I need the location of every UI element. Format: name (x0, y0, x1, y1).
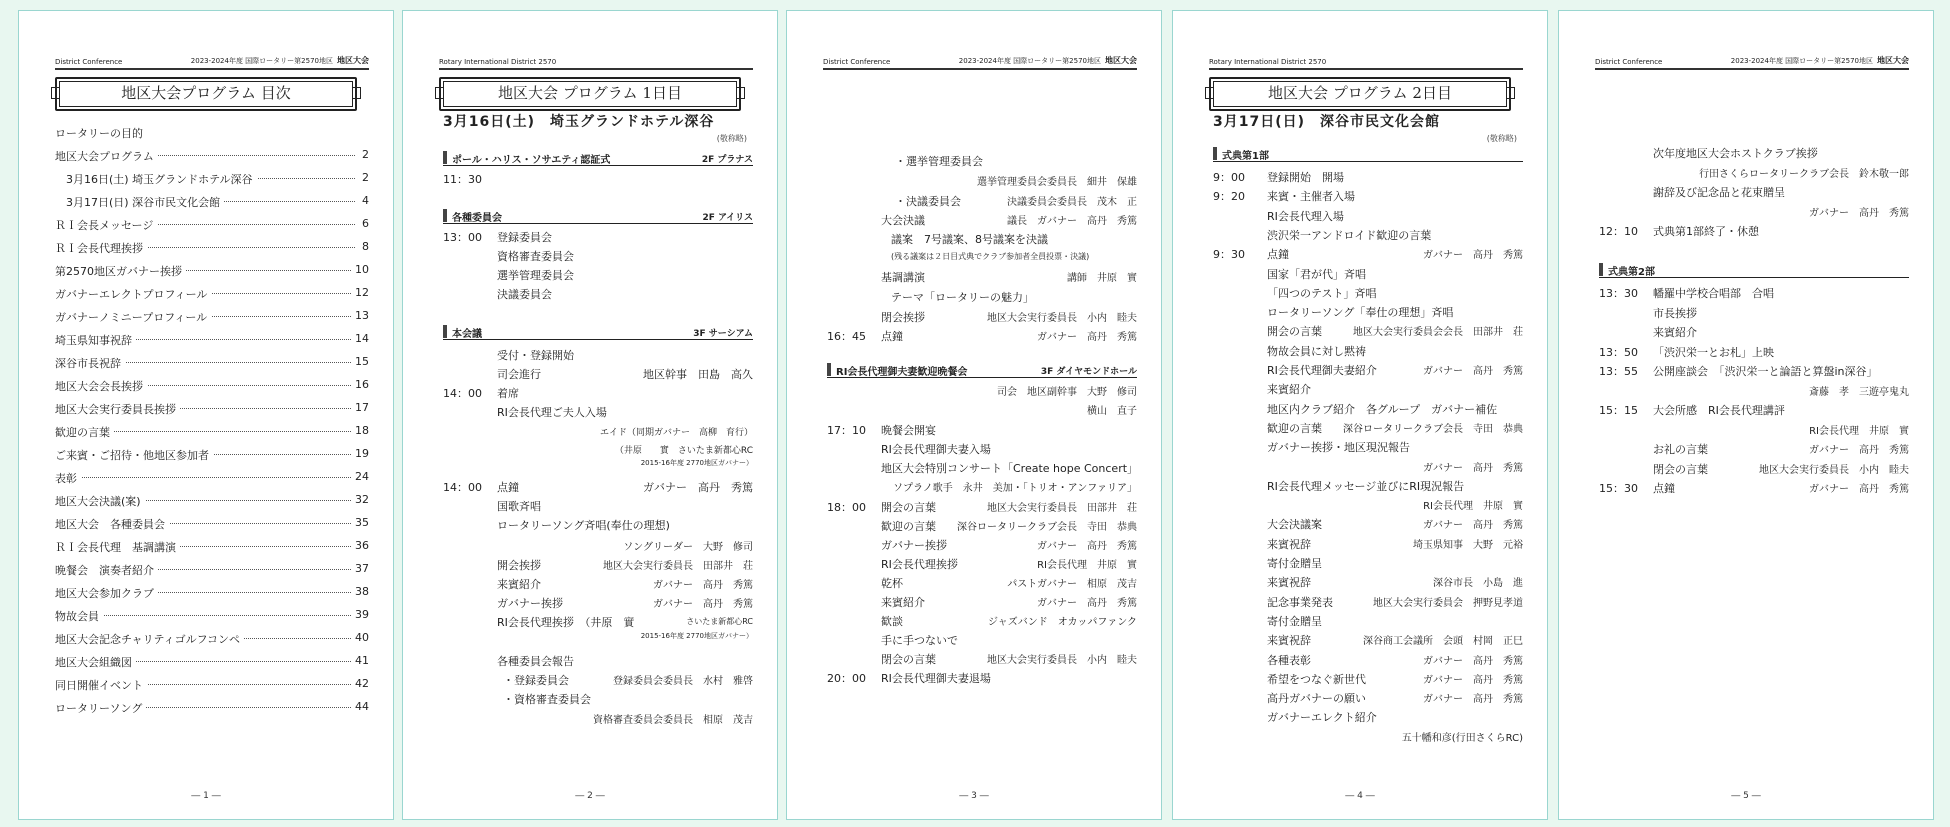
list-item: 晩餐会開宴 (881, 424, 936, 437)
list-item: 渋沢栄一アンドロイド歓迎の言葉 (1267, 228, 1432, 242)
list-item: ・決議委員会 (895, 195, 961, 208)
page-header (1209, 54, 1523, 70)
toc-title: ＲＩ会長代理 基調講演 (55, 541, 180, 554)
toc-title: ＲＩ会長メッセージ (55, 219, 157, 232)
person-credit: RI会長代理 井原 實 (1809, 425, 1909, 437)
toc-page-number: 19 (351, 447, 369, 460)
toc-title: 晩餐会 演奏者紹介 (55, 564, 158, 577)
person-credit: 2015-16年度 2770地区ガバナー） (640, 632, 753, 640)
honorific-note: (敬称略) (716, 134, 747, 143)
list-item: 次年度地区大会ホストクラブ挨拶 (1653, 147, 1818, 160)
list-item: 幡羅中学校合唱部 合唱 (1653, 287, 1774, 300)
list-item: 点鐘 (497, 481, 519, 494)
person-credit: エイド（同期ガバナー 高柳 育行） (599, 428, 753, 438)
person-credit: 選挙管理委員会委員長 細井 保雄 (977, 177, 1137, 188)
person-credit: 地区大会実行委員会会長 田部井 荘 (1353, 327, 1523, 339)
schedule-time: 13：30 (1599, 287, 1638, 300)
person-credit: 登録委員会委員長 水村 雅啓 (613, 676, 753, 687)
list-item: 司会進行 (497, 368, 541, 381)
person-credit: 司会 地区副幹事 大野 修司 (997, 387, 1137, 398)
list-item: 来賓祝辞 (1267, 537, 1311, 551)
list-item: 受付・登録開始 (497, 349, 574, 362)
list-item: 閉会挨拶 (881, 311, 925, 324)
toc-entry (55, 217, 369, 235)
list-item: 開会の言葉 (881, 501, 936, 514)
list-item: ガバナー挨拶・地区現況報告 (1267, 441, 1410, 455)
toc-title: ご来賓・ご招待・他地区参加者 (55, 449, 213, 462)
person-credit: 地区幹事 田島 高久 (643, 368, 753, 381)
list-item: 物故会員に対し黙祷 (1267, 344, 1366, 358)
toc-title: 地区大会 各種委員会 (55, 518, 169, 531)
header-left: District Conference (1595, 58, 1663, 66)
list-item: 決議委員会 (497, 288, 552, 301)
toc-title: ＲＩ会長代理挨拶 (55, 242, 147, 255)
person-credit: 講師 井原 實 (1067, 273, 1137, 284)
schedule-time: 15：15 (1599, 404, 1638, 417)
list-item: 大会決議案 (1267, 518, 1322, 532)
toc-page-number: 40 (351, 631, 369, 644)
schedule-time: 16：45 (827, 330, 866, 343)
list-item: 市長挨拶 (1653, 306, 1697, 320)
list-item: 点鐘 (881, 330, 903, 343)
list-item: 来賓祝辞 (1267, 634, 1311, 648)
person-credit: ガバナー 高丹 秀篤 (653, 580, 753, 591)
list-item: 式典第1部終了・休憩 (1653, 225, 1759, 238)
toc-entry (55, 539, 369, 557)
toc-title: 地区大会参加クラブ (55, 587, 158, 600)
list-item: 来賓紹介 (881, 596, 925, 609)
list-item: 来賓紹介 (497, 578, 541, 591)
header-right-text: 2023-2024年度 国際ロータリー第2570地区 (190, 57, 333, 65)
person-credit: RI会長代理 井原 實 (1037, 560, 1137, 571)
toc-entry (55, 194, 369, 212)
toc-page-number: 42 (351, 677, 369, 690)
header-left: District Conference (823, 58, 891, 66)
person-credit: 五十幡和彦(行田さくらRC) (1401, 732, 1523, 744)
page-header (439, 54, 753, 70)
toc-entry (55, 148, 369, 166)
toc-page-number: 39 (351, 608, 369, 621)
page-number: ― 1 ― (191, 791, 221, 801)
toc-page-number: 32 (351, 493, 369, 506)
toc-page-number: 4 (358, 194, 369, 207)
toc-entry (55, 562, 369, 580)
list-item: ・資格審査委員会 (503, 693, 591, 706)
list-item: 国歌斉唱 (497, 500, 541, 513)
person-credit: ガバナー 高丹 秀篤 (653, 599, 753, 610)
toc-entry (55, 654, 369, 672)
toc-page-number: 14 (351, 332, 369, 345)
toc-title: ガバナーノミニープロフィール (55, 311, 211, 324)
list-item: RI会長代理御夫妻退場 (881, 672, 991, 685)
person-credit: ガバナー 高丹 秀篤 (1037, 598, 1137, 609)
toc-page-number: 17 (351, 401, 369, 414)
person-credit: 資格審査委員会委員長 相原 茂吉 (593, 715, 753, 726)
page-number: ― 3 ― (959, 791, 989, 801)
toc-entry (55, 608, 369, 626)
person-credit: 地区大会実行委員長 田部井 荘 (987, 503, 1137, 514)
page-number: ― 5 ― (1731, 791, 1761, 801)
person-credit: パストガバナー 相原 茂吉 (1007, 579, 1137, 590)
list-item: ガバナー挨拶 (497, 597, 563, 610)
section-header: RI会長代理御夫妻歓迎晩餐会 3F ダイヤモンドホール (827, 363, 1137, 378)
person-credit: 地区大会実行委員長 田部井 荘 (603, 561, 753, 572)
schedule-time: 13：50 (1599, 345, 1638, 359)
list-item: 希望をつなぐ新世代 (1267, 672, 1366, 686)
toc-page-number: 6 (358, 217, 369, 230)
list-item: 公開座談会 「渋沢栄一と論語と算盤in深谷」 (1653, 365, 1878, 378)
person-credit: 深谷商工会議所 会頭 村岡 正巳 (1363, 636, 1523, 648)
toc-page-number: 16 (351, 378, 369, 391)
header-left: Rotary International District 2570 (439, 58, 557, 66)
toc-entry (55, 401, 369, 419)
toc-entry (55, 309, 369, 327)
list-item: 来賓紹介 (1653, 326, 1697, 339)
toc-title: 物故会員 (55, 610, 103, 623)
toc-entry (55, 355, 369, 373)
toc-page-number: 2 (358, 171, 369, 184)
list-item: 謝辞及び記念品と花束贈呈 (1653, 186, 1785, 199)
header-right (191, 55, 369, 66)
person-credit: ガバナー 高丹 秀篤 (1423, 674, 1523, 686)
toc-entry (55, 631, 369, 649)
list-item: お礼の言葉 (1653, 443, 1708, 456)
toc-page-number: 36 (351, 539, 369, 552)
list-item: ・選挙管理委員会 (895, 155, 983, 168)
person-credit: 地区大会実行委員会 押野見孝道 (1373, 597, 1523, 609)
page-title: 地区大会 プログラム 2日目 (1209, 77, 1511, 111)
toc-entry (55, 470, 369, 488)
toc-title: 歓迎の言葉 (55, 426, 114, 439)
list-item: 選挙管理委員会 (497, 269, 574, 282)
page-1 (18, 10, 394, 820)
header-right-text: 2023-2024年度 国際ロータリー第2570地区 (1730, 57, 1873, 65)
person-credit: ガバナー 高丹 秀篤 (1809, 207, 1909, 219)
day-subtitle: 3月16日(土) 埼玉グランドホテル深谷 (443, 114, 715, 130)
list-item: RI会長代理挨拶 (881, 558, 958, 571)
person-credit: ガバナー 高丹 秀篤 (1423, 366, 1523, 377)
person-credit: ガバナー 高丹 秀篤 (1809, 445, 1909, 456)
person-credit: 深谷ロータリークラブ会長 寺田 恭典 (1343, 423, 1523, 435)
list-item: 寄付金贈呈 (1267, 557, 1322, 570)
honorific-note: (敬称略) (1486, 134, 1517, 143)
list-item: 大会決議 (881, 214, 925, 227)
schedule-time: 13：00 (443, 231, 482, 244)
toc-page-number: 13 (351, 309, 369, 322)
toc-page-number: 44 (351, 700, 369, 713)
toc-title: 第2570地区ガバナー挨拶 (55, 265, 186, 278)
toc-title: 地区大会プログラム (55, 150, 158, 163)
schedule-time: 15：30 (1599, 482, 1638, 495)
page-title: 地区大会 プログラム 1日目 (439, 77, 741, 111)
toc-title: 地区大会記念チャリティゴルフコンペ (55, 633, 244, 646)
toc-page-number: 38 (351, 585, 369, 598)
schedule-time: 18：00 (827, 501, 866, 514)
toc-title: 3月16日(土) 埼玉グランドホテル深谷 (55, 173, 257, 186)
person-credit: 議長 ガバナー 高丹 秀篤 (1007, 216, 1137, 227)
list-item: 来賓祝辞 (1267, 576, 1311, 590)
list-item: 点鐘 (1267, 248, 1289, 262)
schedule-time: 9：30 (1213, 248, 1245, 262)
header-left: District Conference (55, 58, 123, 66)
page-number: ― 4 ― (1345, 791, 1375, 801)
list-item: RI会長代理挨拶 （井原 實 (497, 616, 635, 629)
person-credit: ガバナー 高丹 秀篤 (1423, 462, 1523, 474)
person-credit: 地区大会実行委員長 小内 睦夫 (987, 313, 1137, 324)
list-item: (残る議案は２日目式典でクラブ参加者全員投票・決議) (891, 252, 1090, 261)
list-item: 記念事業発表 (1267, 595, 1333, 609)
toc-entry (55, 240, 369, 258)
person-credit: ガバナー 高丹 秀篤 (1037, 541, 1137, 552)
list-item: 地区内クラブ紹介 各グループ ガバナー補佐 (1267, 402, 1498, 416)
header-right (1731, 55, 1909, 66)
toc-page-number: 8 (358, 240, 369, 253)
schedule-time: 9：00 (1213, 171, 1245, 184)
list-item: 歓迎の言葉 (1267, 421, 1322, 435)
list-item: 閉会の言葉 (1653, 462, 1708, 476)
toc-title: 地区大会決議(案) (55, 495, 145, 508)
toc-entry (55, 424, 369, 442)
schedule-time: 20：00 (827, 672, 866, 685)
toc-entry (55, 378, 369, 396)
list-item: RI会長代理御夫妻紹介 (1267, 364, 1377, 377)
list-item: 地区大会特別コンサート「Create hope Concert」 (881, 462, 1139, 475)
person-credit: ガバナー 高丹 秀篤 (1423, 250, 1523, 262)
person-credit: 地区大会実行委員長 小内 睦夫 (1759, 464, 1909, 476)
toc-entry (55, 332, 369, 350)
schedule-time: 12：10 (1599, 225, 1638, 238)
toc-entry (55, 263, 369, 281)
toc-entry (55, 171, 369, 189)
list-item: 手に手つないで (881, 634, 958, 647)
page-number: ― 2 ― (575, 791, 605, 801)
section-header: 各種委員会 2F アイリス (443, 209, 753, 224)
page-5 (1558, 10, 1934, 820)
schedule-time: 11：30 (443, 173, 482, 186)
toc-title: 地区大会会長挨拶 (55, 380, 147, 393)
person-credit: 横山 直子 (1087, 406, 1137, 417)
schedule-time: 14：00 (443, 481, 482, 494)
header-right-bold: 地区大会 (1877, 56, 1909, 65)
header-right (959, 55, 1137, 66)
person-credit: 深谷ロータリークラブ会長 寺田 恭典 (957, 522, 1137, 533)
header-right-text: 2023-2024年度 国際ロータリー第2570地区 (958, 57, 1101, 65)
person-credit: （井原 實 さいたま新都心RC (614, 446, 753, 456)
header-left: Rotary International District 2570 (1209, 58, 1327, 66)
list-item: 歓談 (881, 615, 903, 628)
toc-title: 地区大会実行委員長挨拶 (55, 403, 180, 416)
toc-title: ガバナーエレクトプロフィール (55, 288, 211, 301)
list-item: テーマ「ロータリーの魅力」 (891, 291, 1034, 304)
toc-entry (55, 125, 369, 143)
schedule-time: 13：55 (1599, 365, 1638, 378)
person-credit: さいたま新都心RC (686, 617, 753, 626)
toc-page-number: 18 (351, 424, 369, 437)
person-credit: ガバナー 高丹 秀篤 (1423, 694, 1523, 706)
list-item: 開会挨拶 (497, 559, 541, 572)
toc-page-number: 2 (358, 148, 369, 161)
toc-title: 同日開催イベント (55, 679, 147, 692)
toc-title: 深谷市長祝辞 (55, 357, 125, 370)
person-credit: 地区大会実行委員長 小内 睦夫 (987, 655, 1137, 666)
toc-entry (55, 493, 369, 511)
toc-title: 表彰 (55, 472, 81, 485)
person-credit: ガバナー 高丹 秀篤 (1809, 484, 1909, 495)
toc-entry (55, 286, 369, 304)
person-credit: ジャズバンド オカッパファンク (988, 617, 1137, 628)
header-right-bold: 地区大会 (337, 56, 369, 65)
page-header (823, 54, 1137, 70)
page-2 (402, 10, 778, 820)
list-item: 基調講演 (881, 271, 925, 284)
page-3 (786, 10, 1162, 820)
toc-page-number: 37 (351, 562, 369, 575)
list-item: 閉会の言葉 (881, 653, 936, 666)
toc-title: 3月17日(日) 深谷市民文化会館 (55, 196, 224, 209)
page-4 (1172, 10, 1548, 820)
person-credit: ガバナー 高丹 秀篤 (1423, 520, 1523, 532)
list-item: ガバナーエレクト紹介 (1267, 711, 1377, 725)
person-credit: ガバナー 高丹 秀篤 (1423, 655, 1523, 667)
person-credit: 決議委員会委員長 茂木 正 (1007, 197, 1137, 208)
list-item: 点鐘 (1653, 482, 1675, 495)
list-item: RI会長代理入場 (1267, 209, 1344, 223)
schedule-time: 9：20 (1213, 190, 1245, 204)
toc-title: ロータリーの目的 (55, 127, 147, 140)
toc-entry (55, 677, 369, 695)
toc-title: ロータリーソング (55, 702, 146, 715)
section-header: 式典第1部 (1213, 147, 1523, 162)
person-credit: 斎藤 孝 三遊亭鬼丸 (1809, 386, 1909, 398)
toc-entry (55, 700, 369, 718)
schedule-time: 17：10 (827, 424, 866, 437)
person-credit: 埼玉県知事 大野 元裕 (1413, 539, 1523, 551)
list-item: RI会長代理メッセージ並びにRI現況報告 (1267, 479, 1465, 493)
list-item: 「渋沢栄一とお札」上映 (1653, 345, 1774, 359)
list-item: RI会長代理御夫妻入場 (881, 443, 991, 456)
list-item: 来賓・主催者入場 (1267, 190, 1355, 204)
toc-page-number: 10 (351, 263, 369, 276)
list-item: 登録委員会 (497, 231, 552, 244)
section-header: ポール・ハリス・ソサエティ認証式 2F プラナス (443, 151, 753, 166)
list-item: 各種委員会報告 (497, 655, 574, 668)
list-item: 寄付金贈呈 (1267, 614, 1322, 628)
list-item: 大会所感 RI会長代理講評 (1653, 404, 1785, 417)
list-item: 資格審査委員会 (497, 250, 574, 263)
list-item: ロータリーソング斉唱(奉仕の理想) (497, 519, 670, 532)
list-item: RI会長代理ご夫人入場 (497, 406, 607, 419)
person-credit: 深谷市長 小島 進 (1433, 578, 1523, 590)
section-header: 本会議 3F サーシアム (443, 325, 753, 340)
list-item: 議案 7号議案、8号議案を決議 (891, 233, 1048, 246)
schedule-time: 14：00 (443, 387, 482, 400)
toc-title: 埼玉県知事祝辞 (55, 334, 136, 347)
page-header (1595, 54, 1909, 70)
toc-entry (55, 447, 369, 465)
person-credit: 2015-16年度 2770地区ガバナー） (640, 459, 753, 467)
list-item: 歓迎の言葉 (881, 520, 936, 533)
toc-page-number: 24 (351, 470, 369, 483)
person-credit: ガバナー 高丹 秀篤 (1037, 332, 1137, 343)
list-item: 高丹ガバナーの願い (1267, 692, 1366, 706)
person-credit: 行田さくらロータリークラブ会長 鈴木敬一郎 (1699, 168, 1909, 180)
list-item: 来賓紹介 (1267, 383, 1311, 397)
day-subtitle: 3月17日(日) 深谷市民文化会館 (1213, 114, 1441, 130)
list-item: ロータリーソング「奉仕の理想」斉唱 (1267, 306, 1454, 320)
page-header (55, 54, 369, 70)
list-item: 各種表彰 (1267, 653, 1311, 667)
section-header: 式典第2部 (1599, 263, 1909, 278)
toc-entry (55, 585, 369, 603)
person-credit: RI会長代理 井原 實 (1423, 501, 1523, 513)
toc-title: 地区大会組織図 (55, 656, 136, 669)
toc-entry (55, 516, 369, 534)
header-right-bold: 地区大会 (1105, 56, 1137, 65)
list-item: 登録開始 開場 (1267, 171, 1344, 184)
toc-page-number: 12 (351, 286, 369, 299)
page-title: 地区大会プログラム 目次 (55, 77, 357, 111)
list-item: ガバナー挨拶 (881, 539, 947, 552)
list-item: ・登録委員会 (503, 674, 569, 687)
toc-leader (55, 477, 355, 478)
toc-page-number: 35 (351, 516, 369, 529)
person-credit: ガバナー 高丹 秀篤 (643, 481, 753, 494)
person-credit: ソングリーダー 大野 修司 (623, 542, 753, 553)
list-item: 乾杯 (881, 577, 903, 590)
list-item: 着席 (497, 387, 519, 400)
person-credit: ソプラノ歌手 永井 美加・「トリオ・アンファリア」 (893, 483, 1137, 494)
list-item: 国家「君が代」斉唱 (1267, 267, 1366, 281)
list-item: 開会の言葉 (1267, 325, 1322, 339)
list-item: 「四つのテスト」斉唱 (1267, 286, 1377, 300)
toc-page-number: 41 (351, 654, 369, 667)
toc-page-number: 15 (351, 355, 369, 368)
